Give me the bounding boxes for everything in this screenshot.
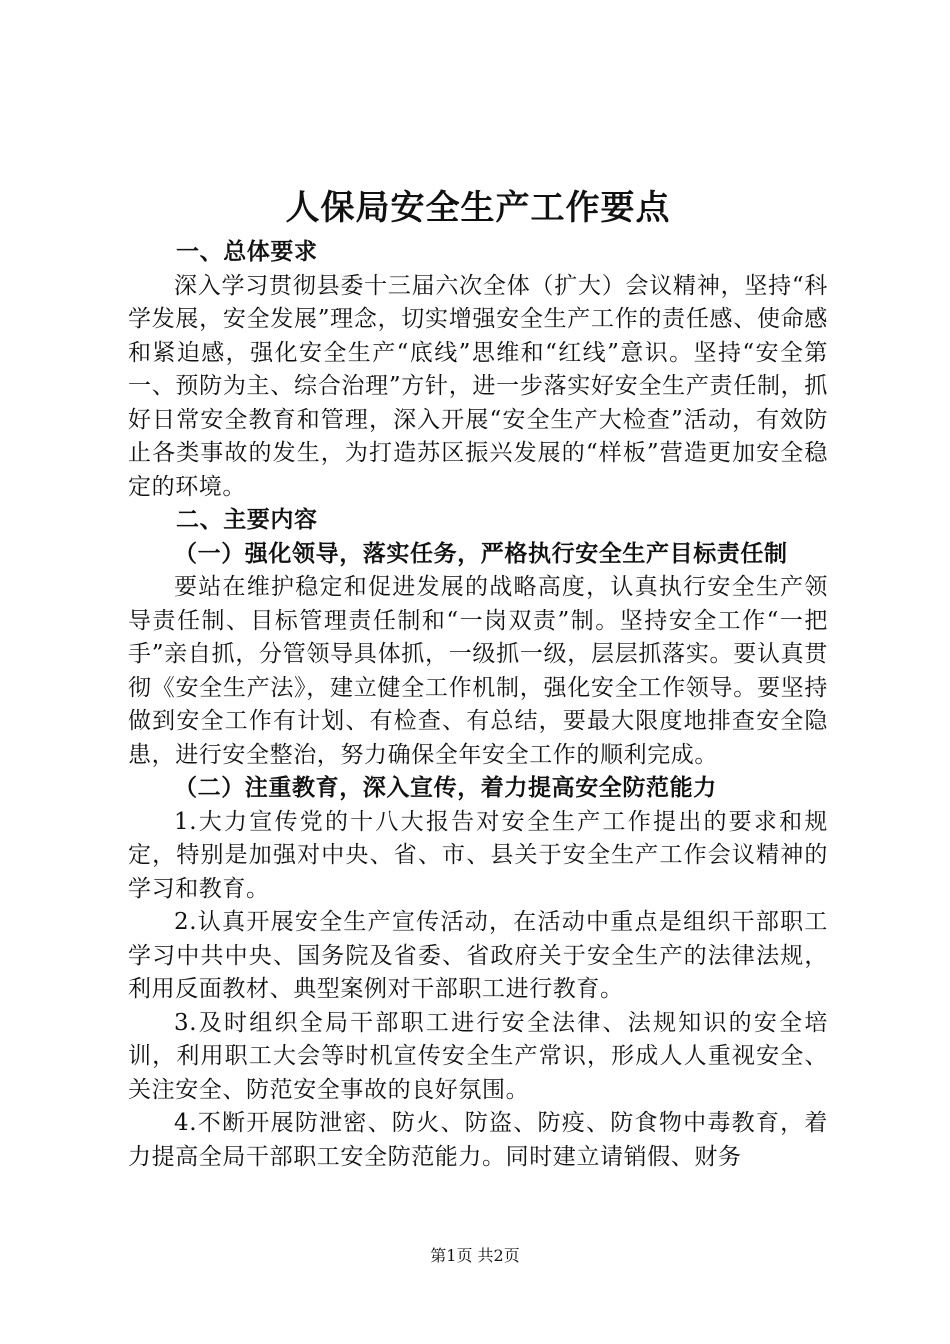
paragraph-leadership: 要站在维护稳定和促进发展的战略高度，认真执行安全生产领导责任制、目标管理责任制和“一岗双责”制。坚持安全工作“一把手”亲自抓，分管领导具体抓，一级抓一级，层层抓落实。要认真贯彻《安全生产法》，建立健全工作机制，强化安全工作领导。要坚持做到安全工作有计划、有检查、有总结，要最大限度地排查安全隐患，进行安全整治，努力确保全年安全工作的顺利完成。 — [128, 574, 828, 768]
section-heading-general: 一、总体要求 — [176, 239, 318, 265]
list-item-4: 4.不断开展防泄密、防火、防盗、防疫、防食物中毒教育，着力提高全局干部职工安全防范能力。同时建立请销假、财务 — [128, 1110, 828, 1170]
document-body — [128, 180, 828, 1174]
section-heading-main-content: 二、主要内容 — [176, 507, 318, 533]
list-item-3: 3.及时组织全局干部职工进行安全法律、法规知识的安全培训，利用职工大会等时机宣传安全生产常识，形成人人重视安全、关注安全、防范安全事故的良好氛围。 — [128, 1009, 828, 1103]
list-item-1: 1.大力宣传党的十八大报告对安全生产工作提出的要求和规定，特别是加强对中央、省、市、县关于安全生产工作会议精神的学习和教育。 — [128, 808, 828, 902]
document-title: 人保局安全生产工作要点 — [285, 188, 671, 228]
subsection-heading-education: （二）注重教育，深入宣传，着力提高安全防范能力 — [174, 775, 717, 801]
subsection-heading-leadership: （一）强化领导，落实任务，严格执行安全生产目标责任制 — [174, 540, 788, 567]
page-number-footer: 第1页 共2页 — [430, 1246, 520, 1265]
paragraph-general-requirements: 深入学习贯彻县委十三届六次全体（扩大）会议精神，坚持“科学发展，安全发展”理念，切实增强安全生产工作的责任感、使命感和紧迫感，强化安全生产“底线”思维和“红线”意识。坚持“安全第一、预防为主、综合治理”方针，进一步落实好安全生产责任制，抓好日常安全教育和管理，深入开展“安全生产大检查”活动，有效防止各类事故的发生，为打造苏区振兴发展的“样板”营造更加安全稳定的环境。 — [128, 272, 828, 500]
list-item-2: 2.认真开展安全生产宣传活动，在活动中重点是组织干部职工学习中共中央、国务院及省委、省政府关于安全生产的法律法规，利用反面教材、典型案例对干部职工进行教育。 — [128, 909, 828, 1002]
